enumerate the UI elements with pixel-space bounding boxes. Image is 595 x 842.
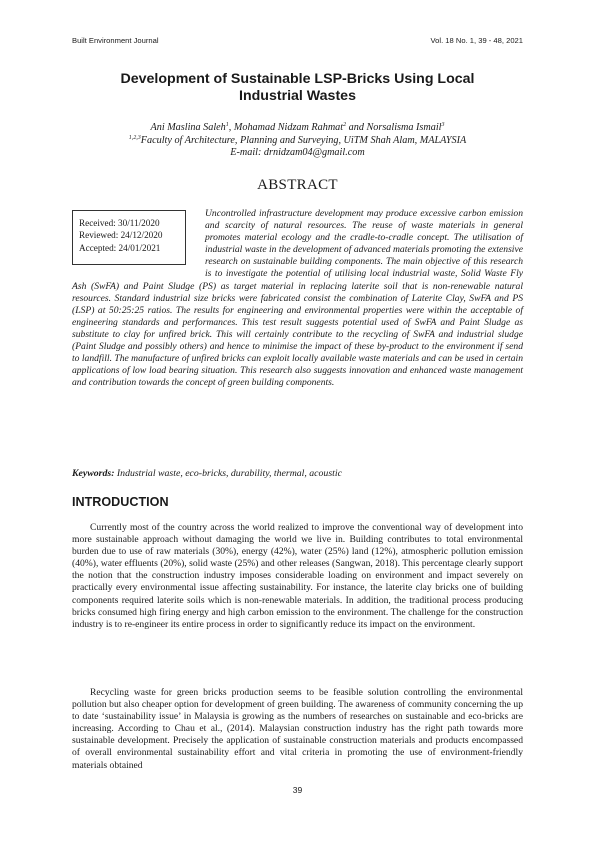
intro-paragraph-1 bbox=[72, 522, 523, 631]
author-block bbox=[72, 122, 523, 160]
issue-info: Vol. 18 No. 1, 39 - 48, 2021 bbox=[430, 36, 523, 45]
author-names bbox=[72, 122, 523, 135]
author-2-sup: 2 bbox=[343, 122, 347, 128]
running-header bbox=[72, 36, 523, 48]
author-1-sup: 1 bbox=[225, 122, 229, 128]
intro-paragraph-1-text: Currently most of the country across the world realized to improve the conventional way of development into more sustainable approach without damaging the world we live in. Building contributes to total environmental burden due to use of raw materials (30%), energy (42%), water (25%) land (12%), atmospheric pollution emission (40%), water effluents (20%), solid waste (25%) and other releases (Sangwan, 2018). This percentage clearly support the notion that the construction industry imposes considerable loading on environment and impact severely on practically every environmental issue affecting sustainability. For instance, the laterite clay bricks one of building components required laterite soils which is non-renewable materials. In addition, the traditional process producing bricks consumed high firing energy and high carbon emission to the environment. The challenge for the construction industry is to re-engineer its entire process in order to significantly reduce its impact on the environment. bbox=[72, 522, 523, 630]
title-line-2: Industrial Wastes bbox=[239, 88, 356, 104]
page-number: 39 bbox=[292, 785, 303, 795]
affiliation-sup: 1,2,3 bbox=[128, 134, 141, 141]
submission-dates-box bbox=[72, 210, 186, 265]
keywords bbox=[72, 468, 523, 479]
keywords-text: Industrial waste, eco-bricks, durability, thermal, acoustic bbox=[114, 468, 342, 479]
author-3: and Norsalisma Ismail bbox=[346, 122, 442, 133]
received-date: Received: 30/11/2020 bbox=[79, 218, 160, 228]
journal-name: Built Environment Journal bbox=[72, 36, 159, 45]
paper-title bbox=[72, 71, 523, 105]
abstract-heading: ABSTRACT bbox=[257, 177, 338, 193]
intro-paragraph-2-text: Recycling waste for green bricks production seems to be feasible solution controlling the environmental pollution but also cheaper option for development of green building. The awareness of community concerning the up to date ‘sustainability issue’ in Malaysia is growing as the numbers of researches on sustainable and eco-bricks are increasing. According to Chau et al., (2014). Malaysian construction industry has the right path towards more sustainable development. Precisely the application of sustainable construction materials and products encompassed of overall environmental sustainability effort and vital criteria in promoting the use of environment-friendly materials obtained bbox=[72, 687, 523, 771]
author-2: , Mohamad Nidzam Rahmat bbox=[228, 122, 344, 133]
title-line-1: Development of Sustainable LSP-Bricks Using Local bbox=[120, 71, 475, 87]
author-1: Ani Maslina Saleh bbox=[150, 122, 226, 133]
author-3-sup: 3 bbox=[441, 122, 445, 128]
affiliation-text: Faculty of Architecture, Planning and Surveying, UiTM Shah Alam, MALAYSIA bbox=[140, 134, 467, 146]
reviewed-date: Reviewed: 24/12/2020 bbox=[79, 230, 163, 241]
introduction-heading: INTRODUCTION bbox=[72, 495, 169, 509]
affiliation bbox=[72, 135, 523, 148]
accepted-date: Accepted: 24/01/2021 bbox=[79, 242, 161, 253]
abstract-text: Uncontrolled infrastructure development may produce excessive carbon emission and scarcity of natural resources. The reuse of waste materials in general promotes material ecology and the cradle-to-cradle concept. The utilisation of industrial waste in the development of advanced materials promoting the extensive research on sustainable building components. The main objective of this research is to investigate the potential of utilising local industrial waste, Solid Waste Fly Ash (SwFA) and Paint Sludge (PS) as target material in replacing laterite soil that is non-renewable natural resources. Standard industrial size bricks were fabricated consist the combination of Laterite Clay, SwFA and PS (LSP) at 50:25:25 ratios. The results for engineering and environmental properties were within the acceptable of engineering standards and performances. This test result suggests potential used of SwFA and Paint Sludge as substitute to clay for unfired brick. This will certainly contribute to the recycling of SwFA and industrial sludge (Paint Sludge and possibly others) and hence to minimise the impact of these by-product to the environment if send to landfill. The manufacture of unfired bricks can exploit locally available waste materials and can be used in certain applications of low load bearing situation. This research also suggests innovation and enhanced waste management and contribution towards the concept of green building components. bbox=[72, 208, 523, 389]
intro-paragraph-2 bbox=[72, 687, 523, 772]
keywords-label: Keywords: bbox=[72, 468, 115, 479]
author-email: E-mail: drnidzam04@gmail.com bbox=[230, 147, 365, 159]
